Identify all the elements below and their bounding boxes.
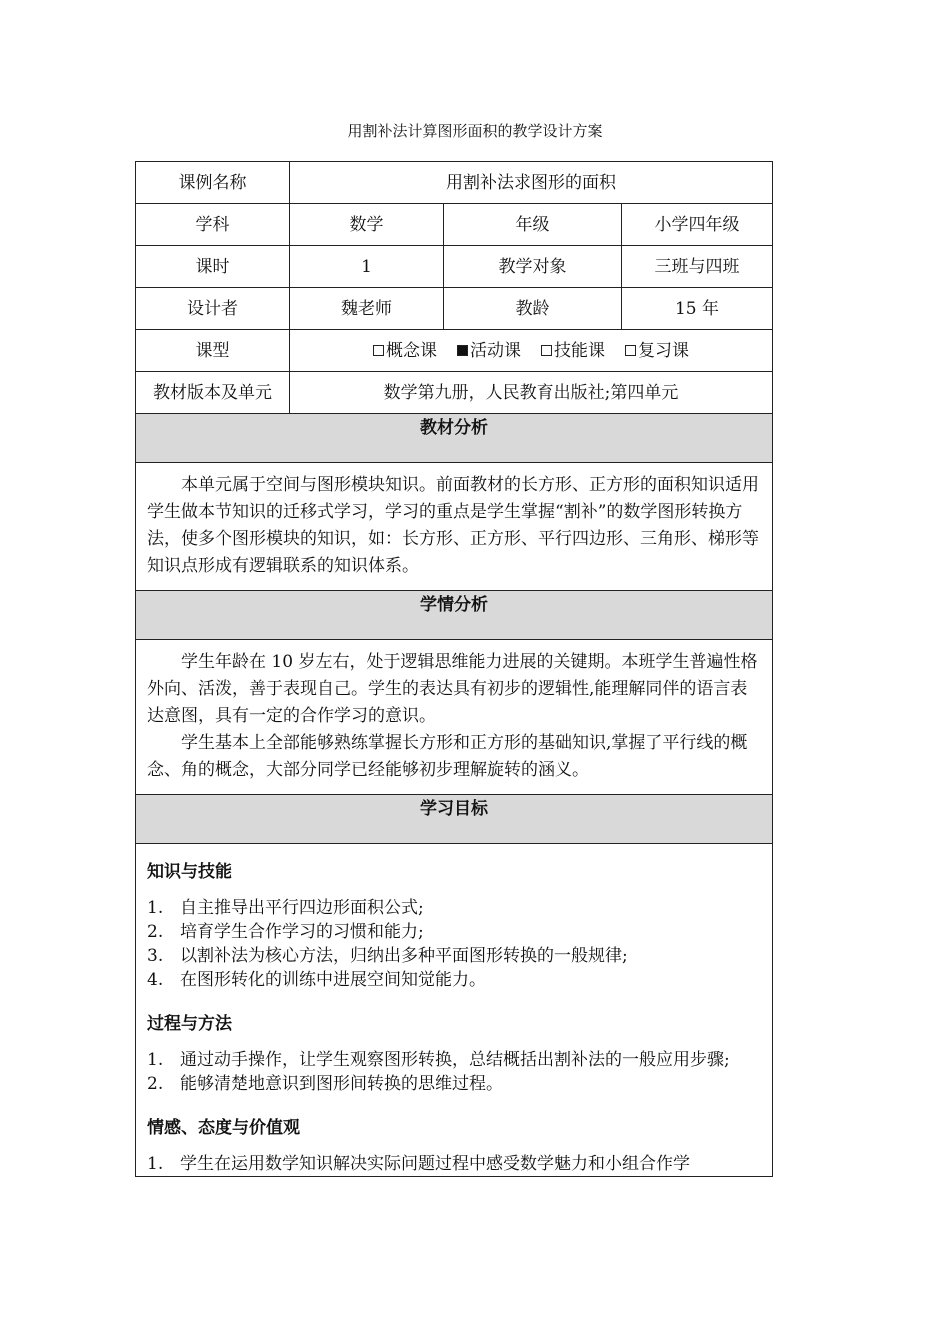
list-item — [147, 1072, 762, 1096]
student-analysis-heading: 学情分析 — [136, 591, 773, 640]
list-item — [147, 896, 762, 920]
subject-value: 数学 — [290, 204, 444, 246]
type-label: 课型 — [136, 330, 290, 372]
type-option-label: 活动课 — [470, 340, 521, 361]
knowledge-skills-title: 知识与技能 — [147, 862, 232, 882]
material-analysis-heading: 教材分析 — [136, 414, 773, 463]
lesson-plan-table — [135, 161, 773, 1177]
student-analysis-paragraph: 学生年龄在 10 岁左右，处于逻辑思维能力进展的关键期。本班学生普遍性格外向、活泼，善于表现自己。学生的表达具有初步的逻辑性,能理解同伴的语言表达意图，具有一定的合作学习的意识。 — [147, 652, 758, 726]
designer-label: 设计者 — [136, 288, 290, 330]
type-option-label: 复习课 — [638, 340, 689, 361]
list-item — [147, 920, 762, 944]
student-analysis-paragraph: 学生基本上全部能够熟练掌握长方形和正方形的基础知识,掌握了平行线的概念、角的概念，大部分同学已经能够初步理解旋转的涵义。 — [147, 733, 748, 780]
goals-body — [136, 844, 773, 1177]
target-value: 三班与四班 — [622, 246, 773, 288]
list-text: 能够清楚地意识到图形间转换的思维过程。 — [180, 1074, 503, 1094]
list-number: 2. — [147, 922, 164, 942]
list-item — [147, 1048, 762, 1072]
grade-label: 年级 — [444, 204, 622, 246]
emotion-values-title: 情感、态度与价值观 — [147, 1118, 300, 1138]
type-option-skill[interactable] — [541, 339, 605, 363]
knowledge-skills-list — [147, 896, 762, 992]
type-options — [290, 330, 773, 372]
type-option-label: 技能课 — [554, 340, 605, 361]
list-item — [147, 944, 762, 968]
list-number: 1. — [147, 1154, 164, 1174]
list-item — [147, 1152, 762, 1176]
target-label: 教学对象 — [444, 246, 622, 288]
goals-heading: 学习目标 — [136, 795, 773, 844]
emotion-values-list — [147, 1152, 762, 1176]
years-value: 15 年 — [622, 288, 773, 330]
hours-label: 课时 — [136, 246, 290, 288]
type-option-activity[interactable] — [457, 339, 521, 363]
case-name-label: 课例名称 — [136, 162, 290, 204]
list-text: 通过动手操作，让学生观察图形转换，总结概括出割补法的一般应用步骤; — [180, 1050, 730, 1070]
list-text: 以割补法为核心方法，归纳出多种平面图形转换的一般规律; — [180, 946, 628, 966]
type-option-label: 概念课 — [386, 340, 437, 361]
list-text: 自主推导出平行四边形面积公式; — [180, 898, 424, 918]
type-option-review[interactable] — [625, 339, 689, 363]
case-name-value: 用割补法求图形的面积 — [290, 162, 773, 204]
textbook-label: 教材版本及单元 — [136, 372, 290, 414]
list-text: 在图形转化的训练中进展空间知觉能力。 — [180, 970, 486, 990]
list-text: 培育学生合作学习的习惯和能力; — [180, 922, 424, 942]
list-number: 1. — [147, 898, 164, 918]
list-number: 1. — [147, 1050, 164, 1070]
hours-value: 1 — [290, 246, 444, 288]
subject-label: 学科 — [136, 204, 290, 246]
checkbox-checked-icon — [457, 345, 468, 356]
process-methods-list — [147, 1048, 762, 1096]
student-analysis-body — [136, 640, 773, 795]
list-number: 4. — [147, 970, 164, 990]
years-label: 教龄 — [444, 288, 622, 330]
list-number: 3. — [147, 946, 164, 966]
checkbox-icon — [373, 345, 384, 356]
list-text: 学生在运用数学知识解决实际问题过程中感受数学魅力和小组合作学 — [180, 1154, 690, 1174]
material-analysis-body — [136, 463, 773, 591]
checkbox-icon — [625, 345, 636, 356]
textbook-value: 数学第九册，人民教育出版社;第四单元 — [290, 372, 773, 414]
grade-value: 小学四年级 — [622, 204, 773, 246]
type-option-concept[interactable] — [373, 339, 437, 363]
designer-value: 魏老师 — [290, 288, 444, 330]
process-methods-title: 过程与方法 — [147, 1014, 232, 1034]
list-item — [147, 968, 762, 992]
list-number: 2. — [147, 1074, 164, 1094]
checkbox-icon — [541, 345, 552, 356]
document-title: 用割补法计算图形面积的教学设计方案 — [347, 122, 603, 140]
material-analysis-text: 本单元属于空间与图形模块知识。前面教材的长方形、正方形的面积知识适用学生做本节知识的迁移式学习，学习的重点是学生掌握“割补”的数学图形转换方法，使多个图形模块的知识，如：长方形、正方形、平行四边形、三角形、梯形等知识点形成有逻辑联系的知识体系。 — [147, 475, 759, 576]
